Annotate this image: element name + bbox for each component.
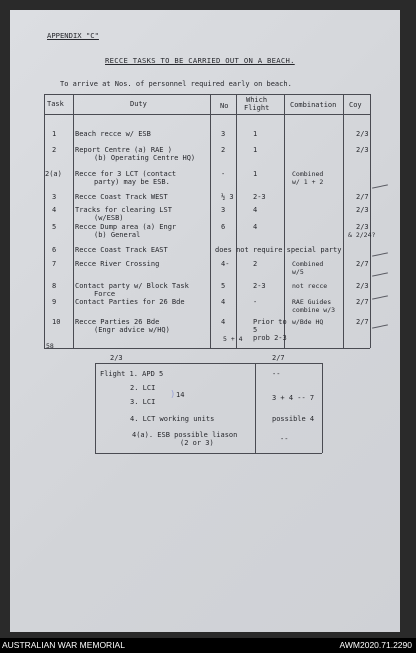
task-number: 1 [52,130,57,138]
header-coy: Coy [349,101,362,109]
summary-lct: 4. LCT working units [130,415,215,423]
task-flight: 1 [253,170,258,178]
task-coy: 2/7 [356,298,369,306]
task-duty: (b) Operating Centre HQ) [94,154,196,162]
summary-flight1-value: -- [272,370,281,378]
task-duty: Report Centre (a) RAE ) [75,146,172,154]
task-note: does not require special party [215,246,342,254]
task-combination: Combined [292,260,324,268]
task-combination: combine w/3 [292,306,336,314]
task-coy: 2/7 [356,260,369,268]
task-number: 6 [52,246,57,254]
task-duty: Recce River Crossing [75,260,160,268]
task-number: 8 [52,282,57,290]
task-duty: Recce Coast Track EAST [75,246,168,254]
task-duty: Contact Parties for 26 Bde [75,298,185,306]
summary-lci-2: 2. LCI [130,384,156,392]
task-duty: Recce Coast Track WEST [75,193,168,201]
task-flight: 4 [253,206,258,214]
task-number: 7 [52,260,57,268]
task-coy: 2/3 [356,130,369,138]
task-coy: 2/7 [356,193,369,201]
summary-flight1: Flight 1. APD 5 [100,370,164,378]
task-no: - [221,170,226,178]
footer-institution: AUSTRALIAN WAR MEMORIAL [2,640,125,650]
summary-lci-count: 14 [176,391,185,399]
task-no: 4- [221,260,230,268]
task-duty: Recce Parties 26 Bde [75,318,160,326]
task-coy: 2/3 [356,223,369,231]
task-duty: Recce Dump area (a) Engr [75,223,177,231]
task-flight: 5 [253,326,258,334]
task-combination: RAE Guides [292,298,332,306]
document-subtitle: To arrive at Nos. of personnel required early on beach. [60,80,292,88]
task-flight: 2-3 [253,282,266,290]
task-flight: 1 [253,146,258,154]
task-duty: Tracks for clearing LST [75,206,172,214]
task-no: 4 [221,318,226,326]
header-no: No [220,102,229,110]
task-combination: w/Bde HQ [292,318,324,326]
task-number: 3 [52,193,57,201]
task-flight: 4 [253,223,258,231]
header-flight: Flight [244,104,270,112]
task-coy: 2/3 [356,146,369,154]
task-coy: 2/3 [356,206,369,214]
task-flight: prob 2-3 [253,334,287,342]
no-column-note: 5 + 4 [223,335,243,343]
task-no: 2 [221,146,226,154]
task-flight: 2 [253,260,258,268]
total-mark: 58 [46,342,54,350]
task-coy: & 2/24? [348,231,376,239]
summary-esb-note: (2 or 3) [180,439,214,447]
appendix-label: APPENDIX "C" [47,31,99,40]
task-number: 9 [52,298,57,306]
document-page: APPENDIX "C" RECCE TASKS TO BE CARRIED OUT ON A BEACH. To arrive at Nos. of personnel required early on beach. Task Duty No Which Flight Combination Coy 1 Beach recce w/ ESB 3 1 2/3 2 Report Centre (a) RAE ) (b) Operating Centre HQ) 2 1 2/3 2(a) Recce for 3 LCT (contact party) may be ESB. - 1 Combined w/ 1 + 2 3 Recce Coast Track WEST ½ 3 2-3 2/7 4 Tracks for clearing LST (w/ESB) 3 4 2/3 5 Recce Dump area (a) Engr (b) General 6 4 2/3 & 2/24? 6 Recce Coast Track EAST does not require special party 7 Recce River Crossing 4- 2 Combined w/5 2/7 8 Contact party w/ Block Task Force 5 2-3 not recce 2/3 9 Contact Parties for 26 Bde 4 - RAE Guides combine w/3 2/7 10 Recce Parties 26 Bde (Engr advice w/HQ) 4 Prior to 5 prob 2-3 w/Bde HQ 2/7 5 + 4 58 2/3 2/7 Flight 1. APD 5 -- 2. LCI ) 14 3. LCI 3 + 4 -- 7 4. LCT working units possible 4 4(a). ESB possible liason (2 or 3) -- [10,10,400,632]
task-no: 6 [221,223,226,231]
task-no: 3 [221,130,226,138]
task-flight: 1 [253,130,258,138]
header-which: Which [246,96,268,104]
header-duty: Duty [130,100,147,108]
document-title: RECCE TASKS TO BE CARRIED OUT ON A BEACH. [105,56,295,65]
task-flight: Prior to [253,318,287,326]
task-coy: 2/7 [356,318,369,326]
task-number: 10 [52,318,61,326]
footer-accession-number: AWM2020.71.2290 [339,640,412,650]
summary-col1-head: 2/3 [110,354,123,362]
summary-esb-value: -- [280,435,289,443]
task-combination: w/5 [292,268,304,276]
task-number: 5 [52,223,57,231]
task-no: 4 [221,298,226,306]
task-flight: 2-3 [253,193,266,201]
task-duty: Force [94,290,116,298]
task-combination: not recce [292,282,328,290]
task-no: 3 [221,206,226,214]
task-combination: Combined [292,170,324,178]
task-duty: (Engr advice w/HQ) [94,326,170,334]
task-duty: party) may be ESB. [94,178,170,186]
summary-esb: 4(a). ESB possible liason [132,431,238,439]
task-number: 4 [52,206,57,214]
task-duty: (w/ESB) [94,214,124,222]
task-coy: 2/3 [356,282,369,290]
footer-bar [0,638,416,653]
task-number: 2 [52,146,57,154]
task-no: 5 [221,282,226,290]
header-combination: Combination [290,101,337,109]
summary-lci-value: 3 + 4 -- 7 [272,394,315,402]
summary-col2-head: 2/7 [272,354,285,362]
task-no: ½ 3 [221,193,234,201]
task-flight: - [253,298,258,306]
summary-lci-3: 3. LCI [130,398,156,406]
task-duty: (b) General [94,231,141,239]
task-duty: Beach recce w/ ESB [75,130,151,138]
task-duty: Recce for 3 LCT (contact [75,170,177,178]
task-number: 2(a) [45,170,62,178]
task-combination: w/ 1 + 2 [292,178,324,186]
summary-lct-value: possible 4 [272,415,315,423]
header-task: Task [47,100,64,108]
task-duty: Contact party w/ Block Task [75,282,189,290]
